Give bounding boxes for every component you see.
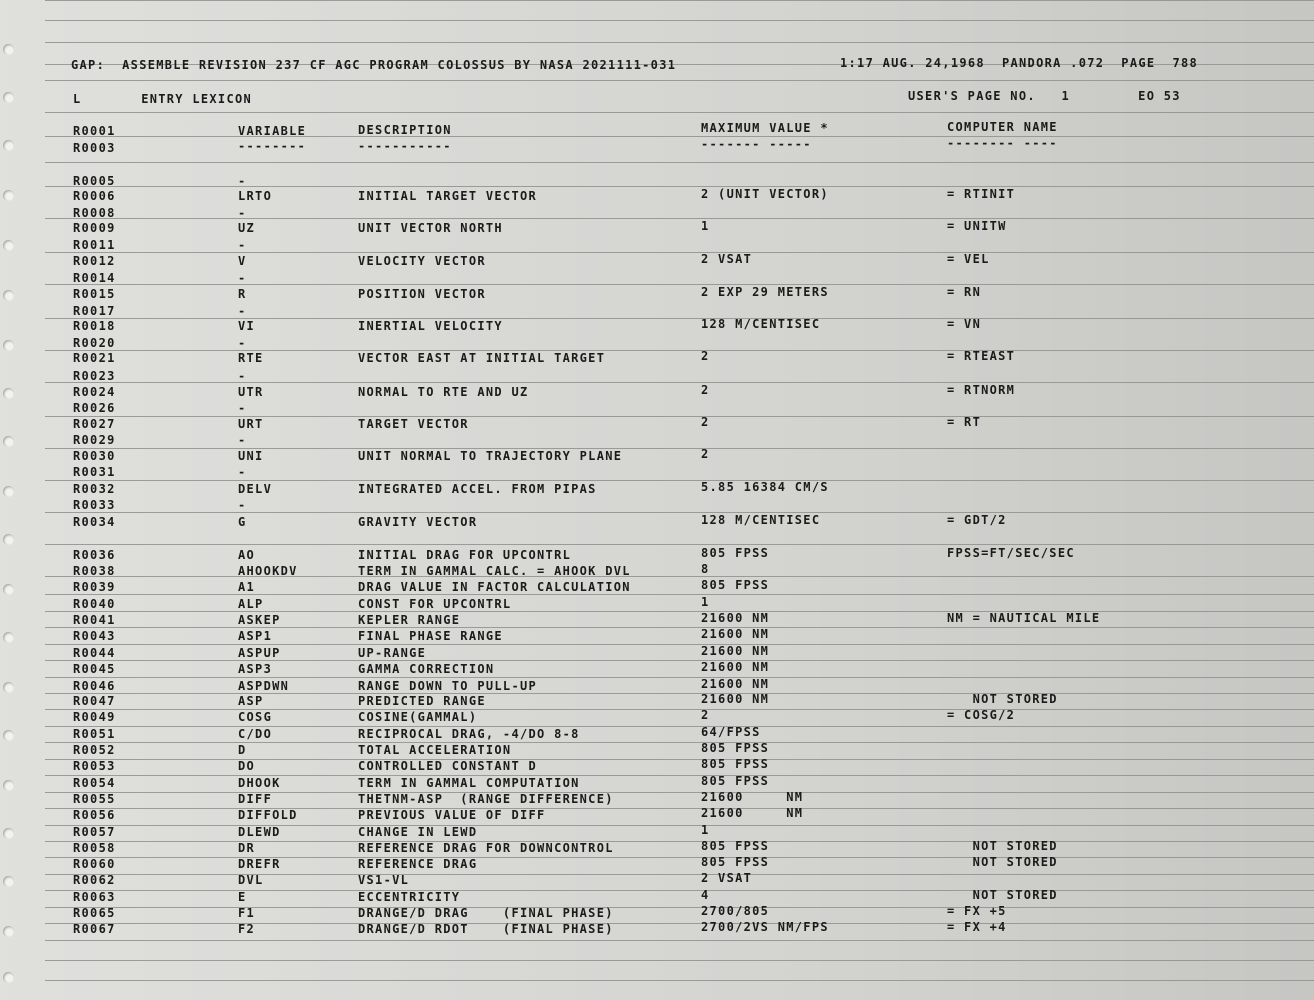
max-value-cell: 2 <box>701 708 710 722</box>
variable-cell: DREFR <box>238 857 281 871</box>
line-number: R0034 <box>73 515 116 529</box>
description-cell: TARGET VECTOR <box>358 417 469 431</box>
line-number: R0046 <box>73 679 116 693</box>
variable-cell: ASPUP <box>238 646 281 660</box>
max-value-cell: 21600 NM <box>701 790 804 804</box>
description-cell: VECTOR EAST AT INITIAL TARGET <box>358 351 606 365</box>
line-number: R0008 <box>73 206 116 220</box>
variable-cell: DR <box>238 841 256 855</box>
description-cell: INERTIAL VELOCITY <box>358 319 503 333</box>
variable-cell: - <box>238 174 247 188</box>
header-user-page: USER'S PAGE NO. 1 EO 53 <box>908 89 1181 103</box>
variable-cell: C/DO <box>238 727 273 741</box>
line-number: R0057 <box>73 825 116 839</box>
rule-line <box>45 627 1314 628</box>
rule-line <box>45 594 1314 595</box>
line-number: R0018 <box>73 319 116 333</box>
rule-line <box>45 162 1314 163</box>
rule-line <box>45 350 1314 351</box>
line-number: R0052 <box>73 743 116 757</box>
rule-line <box>45 677 1314 678</box>
line-number: R0039 <box>73 580 116 594</box>
line-number: R0051 <box>73 727 116 741</box>
line-number: R0023 <box>73 369 116 383</box>
line-number: R0040 <box>73 597 116 611</box>
line-number: R0063 <box>73 890 116 904</box>
max-value-cell: 805 FPSS <box>701 741 770 755</box>
line-number: R0062 <box>73 873 116 887</box>
variable-cell: G <box>238 515 247 529</box>
description-cell: UP-RANGE <box>358 646 427 660</box>
rule-line <box>45 825 1314 826</box>
max-value-cell: 2 VSAT <box>701 871 753 885</box>
rule-line <box>45 775 1314 776</box>
variable-cell: R <box>238 287 247 301</box>
max-value-cell: 8 <box>701 562 710 576</box>
rule-line <box>45 20 1314 21</box>
rule-line <box>45 980 1314 981</box>
computer-name-cell: = COSG/2 <box>947 708 1016 722</box>
rule-line <box>45 576 1314 577</box>
computer-name-cell: NOT STORED <box>947 855 1058 869</box>
line-number: R0060 <box>73 857 116 871</box>
max-value-cell: 5.85 16384 CM/S <box>701 480 829 494</box>
rule-line <box>45 759 1314 760</box>
description-cell: CONTROLLED CONSTANT D <box>358 759 538 773</box>
description-cell: VS1-VL <box>358 873 410 887</box>
header-lexicon-title: L ENTRY LEXICON <box>73 92 253 106</box>
feed-hole <box>3 926 14 937</box>
computer-name-cell: = FX +5 <box>947 904 1007 918</box>
rule-line <box>45 709 1314 710</box>
max-value-cell: 1 <box>701 219 710 233</box>
line-number: R0015 <box>73 287 116 301</box>
max-value-cell: 21600 NM <box>701 627 770 641</box>
computer-name-cell: NOT STORED <box>947 839 1058 853</box>
rule-line <box>45 512 1314 513</box>
line-number: R0038 <box>73 564 116 578</box>
rule-line <box>45 644 1314 645</box>
variable-cell: DIFFOLD <box>238 808 298 822</box>
variable-cell: ASKEP <box>238 613 281 627</box>
variable-cell: - <box>238 304 247 318</box>
variable-cell: A1 <box>238 580 256 594</box>
max-value-cell: 805 FPSS <box>701 855 770 869</box>
heading-variable: VARIABLE <box>238 124 307 138</box>
variable-cell: D <box>238 743 247 757</box>
description-cell: UNIT NORMAL TO TRAJECTORY PLANE <box>358 449 623 463</box>
variable-cell: - <box>238 206 247 220</box>
rule-line <box>45 544 1314 545</box>
description-cell: TOTAL ACCELERATION <box>358 743 512 757</box>
rule-line <box>45 42 1314 43</box>
feed-hole <box>3 876 14 887</box>
line-number: R0031 <box>73 465 116 479</box>
line-number: R0012 <box>73 254 116 268</box>
rule-line <box>45 136 1314 137</box>
heading-line-number: R0001 <box>73 124 116 138</box>
max-value-cell: 2 VSAT <box>701 252 753 266</box>
variable-cell: UNI <box>238 449 264 463</box>
variable-cell: DO <box>238 759 256 773</box>
line-number: R0044 <box>73 646 116 660</box>
max-value-cell: 21600 NM <box>701 692 770 706</box>
variable-cell: RTE <box>238 351 264 365</box>
line-number: R0017 <box>73 304 116 318</box>
feed-hole <box>3 584 14 595</box>
variable-cell: ALP <box>238 597 264 611</box>
description-cell: GAMMA CORRECTION <box>358 662 495 676</box>
rule-line <box>45 907 1314 908</box>
feed-hole <box>3 140 14 151</box>
description-cell: REFERENCE DRAG FOR DOWNCONTROL <box>358 841 614 855</box>
description-cell: VELOCITY VECTOR <box>358 254 486 268</box>
rule-line <box>45 318 1314 319</box>
feed-hole <box>3 534 14 545</box>
description-cell: FINAL PHASE RANGE <box>358 629 503 643</box>
description-cell: UNIT VECTOR NORTH <box>358 221 503 235</box>
description-cell: INITIAL TARGET VECTOR <box>358 189 538 203</box>
max-value-cell: 805 FPSS <box>701 578 770 592</box>
description-cell: CONST FOR UPCONTRL <box>358 597 512 611</box>
line-number: R0027 <box>73 417 116 431</box>
computer-name-cell: = FX +4 <box>947 920 1007 934</box>
description-cell: TERM IN GAMMAL CALC. = AHOOK DVL <box>358 564 631 578</box>
description-cell: PREVIOUS VALUE OF DIFF <box>358 808 546 822</box>
description-cell: THETNM-ASP (RANGE DIFFERENCE) <box>358 792 614 806</box>
max-value-cell: 2 <box>701 447 710 461</box>
description-cell: ECCENTRICITY <box>358 890 461 904</box>
rule-line <box>45 693 1314 694</box>
rule-line <box>45 874 1314 875</box>
feed-hole <box>3 972 14 983</box>
computer-name-cell: NOT STORED <box>947 692 1058 706</box>
description-cell: GRAVITY VECTOR <box>358 515 478 529</box>
line-number: R0033 <box>73 498 116 512</box>
variable-cell: - <box>238 498 247 512</box>
variable-cell: ASP <box>238 694 264 708</box>
rule-line <box>45 726 1314 727</box>
line-number: R0041 <box>73 613 116 627</box>
feed-hole <box>3 290 14 301</box>
feed-hole <box>3 780 14 791</box>
max-value-cell: 2700/2VS NM/FPS <box>701 920 829 934</box>
variable-cell: - <box>238 401 247 415</box>
max-value-cell: 805 FPSS <box>701 757 770 771</box>
rule-line <box>45 480 1314 481</box>
variable-cell: - <box>238 336 247 350</box>
max-value-cell: 2 <box>701 383 710 397</box>
rule-line <box>45 382 1314 383</box>
underline-variable: -------- <box>238 139 307 153</box>
max-value-cell: 2700/805 <box>701 904 770 918</box>
rule-line <box>45 890 1314 891</box>
computer-name-cell: = UNITW <box>947 219 1007 233</box>
computer-name-cell: NOT STORED <box>947 888 1058 902</box>
rule-line <box>45 857 1314 858</box>
variable-cell: URT <box>238 417 264 431</box>
variable-cell: AO <box>238 548 256 562</box>
feed-hole <box>3 340 14 351</box>
rule-line <box>45 792 1314 793</box>
line-number: R0036 <box>73 548 116 562</box>
variable-cell: LRTO <box>238 189 273 203</box>
max-value-cell: 128 M/CENTISEC <box>701 317 821 331</box>
variable-cell: - <box>238 465 247 479</box>
max-value-cell: 21600 NM <box>701 677 770 691</box>
underline-maximum-value: ------- ----- <box>701 137 812 151</box>
max-value-cell: 1 <box>701 595 710 609</box>
computer-name-cell: = VEL <box>947 252 990 266</box>
line-number: R0067 <box>73 922 116 936</box>
variable-cell: VI <box>238 319 256 333</box>
variable-cell: ASP1 <box>238 629 273 643</box>
variable-cell: UTR <box>238 385 264 399</box>
underline-description: ----------- <box>358 139 452 153</box>
variable-cell: F1 <box>238 906 256 920</box>
line-number: R0055 <box>73 792 116 806</box>
computer-name-cell: = VN <box>947 317 982 331</box>
rule-line <box>45 416 1314 417</box>
line-number: R0026 <box>73 401 116 415</box>
line-number: R0024 <box>73 385 116 399</box>
rule-line <box>45 923 1314 924</box>
max-value-cell: 2 <box>701 349 710 363</box>
computer-name-cell: = RTNORM <box>947 383 1016 397</box>
variable-cell: AHOOKDV <box>238 564 298 578</box>
line-number: R0047 <box>73 694 116 708</box>
line-number: R0030 <box>73 449 116 463</box>
description-cell: REFERENCE DRAG <box>358 857 478 871</box>
line-number: R0045 <box>73 662 116 676</box>
heading-maximum-value: MAXIMUM VALUE * <box>701 121 829 135</box>
description-cell: RANGE DOWN TO PULL-UP <box>358 679 538 693</box>
description-cell: COSINE(GAMMAL) <box>358 710 478 724</box>
max-value-cell: 21600 NM <box>701 806 804 820</box>
max-value-cell: 2 (UNIT VECTOR) <box>701 187 829 201</box>
computer-name-cell: = RN <box>947 285 982 299</box>
variable-cell: - <box>238 433 247 447</box>
feed-hole <box>3 682 14 693</box>
line-number: R0053 <box>73 759 116 773</box>
rule-line <box>45 252 1314 253</box>
line-number: R0043 <box>73 629 116 643</box>
computer-name-cell: FPSS=FT/SEC/SEC <box>947 546 1075 560</box>
line-number: R0005 <box>73 174 116 188</box>
max-value-cell: 21600 NM <box>701 611 770 625</box>
max-value-cell: 2 EXP 29 METERS <box>701 285 829 299</box>
line-number: R0020 <box>73 336 116 350</box>
rule-line <box>45 841 1314 842</box>
description-cell: NORMAL TO RTE AND UZ <box>358 385 529 399</box>
line-number: R0014 <box>73 271 116 285</box>
line-number: R0009 <box>73 221 116 235</box>
variable-cell: ASPDWN <box>238 679 290 693</box>
line-number: R0006 <box>73 189 116 203</box>
computer-name-cell: NM = NAUTICAL MILE <box>947 611 1101 625</box>
feed-hole <box>3 388 14 399</box>
rule-line <box>45 80 1314 81</box>
line-number: R0054 <box>73 776 116 790</box>
variable-cell: F2 <box>238 922 256 936</box>
computer-name-cell: = RTINIT <box>947 187 1016 201</box>
variable-cell: COSG <box>238 710 273 724</box>
description-cell: POSITION VECTOR <box>358 287 486 301</box>
max-value-cell: 1 <box>701 823 710 837</box>
max-value-cell: 2 <box>701 415 710 429</box>
variable-cell: DVL <box>238 873 264 887</box>
max-value-cell: 21600 NM <box>701 660 770 674</box>
computer-name-cell: = GDT/2 <box>947 513 1007 527</box>
line-number: R0029 <box>73 433 116 447</box>
rule-line <box>45 611 1314 612</box>
description-cell: TERM IN GAMMAL COMPUTATION <box>358 776 580 790</box>
feed-hole <box>3 92 14 103</box>
rule-line <box>45 448 1314 449</box>
rule-line <box>45 284 1314 285</box>
description-cell: RECIPROCAL DRAG, -4/DO 8-8 <box>358 727 580 741</box>
max-value-cell: 64/FPSS <box>701 725 761 739</box>
feed-hole <box>3 632 14 643</box>
feed-hole <box>3 240 14 251</box>
description-cell: KEPLER RANGE <box>358 613 461 627</box>
rule-line <box>45 112 1314 113</box>
line-number: R0011 <box>73 238 116 252</box>
variable-cell: DELV <box>238 482 273 496</box>
feed-hole <box>3 436 14 447</box>
header-program-line: GAP: ASSEMBLE REVISION 237 CF AGC PROGRAM COLOSSUS BY NASA 2021111-031 <box>71 58 677 72</box>
variable-cell: DIFF <box>238 792 273 806</box>
variable-cell: E <box>238 890 247 904</box>
computer-name-cell: = RTEAST <box>947 349 1016 363</box>
rule-line <box>45 940 1314 941</box>
description-cell: PREDICTED RANGE <box>358 694 486 708</box>
max-value-cell: 21600 NM <box>701 644 770 658</box>
heading-description: DESCRIPTION <box>358 123 452 137</box>
feed-hole <box>3 730 14 741</box>
rule-line <box>45 960 1314 961</box>
variable-cell: V <box>238 254 247 268</box>
computer-name-cell: = RT <box>947 415 982 429</box>
feed-hole <box>3 486 14 497</box>
max-value-cell: 805 FPSS <box>701 546 770 560</box>
variable-cell: DHOOK <box>238 776 281 790</box>
max-value-cell: 128 M/CENTISEC <box>701 513 821 527</box>
description-cell: CHANGE IN LEWD <box>358 825 478 839</box>
description-cell: DRANGE/D DRAG (FINAL PHASE) <box>358 906 614 920</box>
rule-line <box>45 218 1314 219</box>
variable-cell: - <box>238 238 247 252</box>
underline-computer-name: -------- ---- <box>947 136 1058 150</box>
feed-hole <box>3 190 14 201</box>
header-date-page: 1:17 AUG. 24,1968 PANDORA .072 PAGE 788 <box>840 56 1199 70</box>
feed-hole <box>3 828 14 839</box>
variable-cell: ASP3 <box>238 662 273 676</box>
rule-line <box>45 0 1314 1</box>
max-value-cell: 805 FPSS <box>701 839 770 853</box>
rule-line <box>45 186 1314 187</box>
line-number: R0021 <box>73 351 116 365</box>
rule-line <box>45 808 1314 809</box>
description-cell: DRAG VALUE IN FACTOR CALCULATION <box>358 580 631 594</box>
line-number: R0032 <box>73 482 116 496</box>
max-value-cell: 4 <box>701 888 710 902</box>
feed-hole <box>3 44 14 55</box>
line-number: R0058 <box>73 841 116 855</box>
description-cell: INITIAL DRAG FOR UPCONTRL <box>358 548 572 562</box>
description-cell: INTEGRATED ACCEL. FROM PIPAS <box>358 482 597 496</box>
variable-cell: DLEWD <box>238 825 281 839</box>
rule-line <box>45 742 1314 743</box>
variable-cell: UZ <box>238 221 256 235</box>
rule-line <box>45 660 1314 661</box>
variable-cell: - <box>238 271 247 285</box>
description-cell: DRANGE/D RDOT (FINAL PHASE) <box>358 922 614 936</box>
line-number: R0049 <box>73 710 116 724</box>
underline-line-number: R0003 <box>73 141 116 155</box>
variable-cell: - <box>238 369 247 383</box>
line-number: R0056 <box>73 808 116 822</box>
line-number: R0065 <box>73 906 116 920</box>
heading-computer-name: COMPUTER NAME <box>947 120 1058 134</box>
max-value-cell: 805 FPSS <box>701 774 770 788</box>
